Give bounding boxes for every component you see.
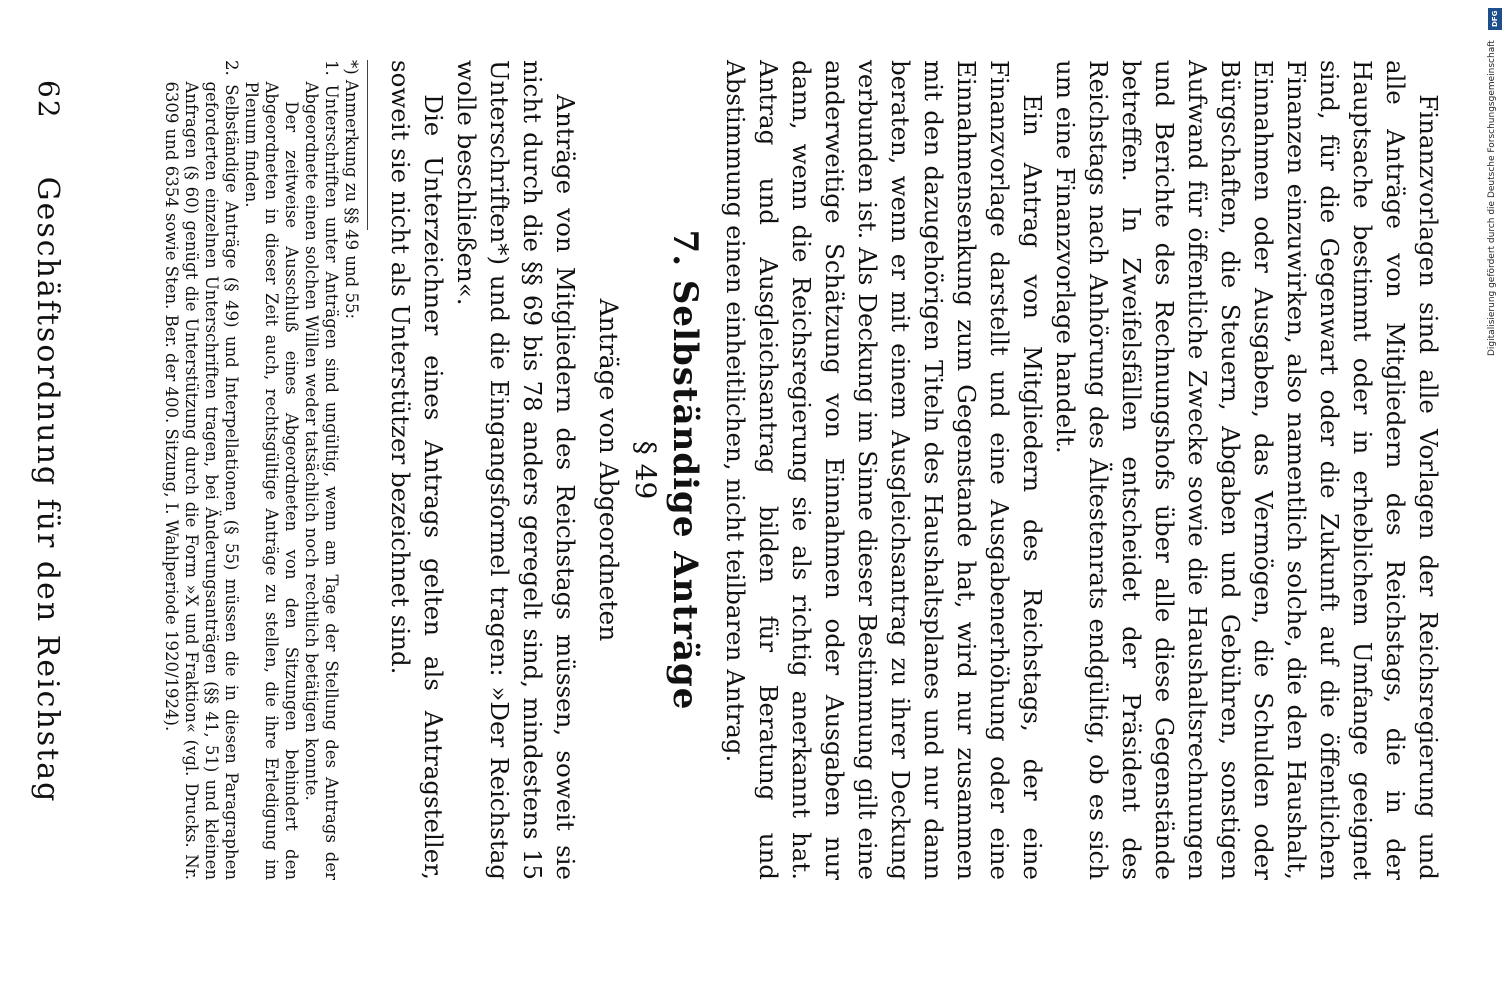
body-text [161,60,1445,880]
paragraph-unterzeichner: Die Unterzeichner eines Antrags gelten als Antragsteller, soweit sie nicht als Unterstützer bezeichnet sind. [386,60,448,880]
paragraph-antrag-deckung: Ein Antrag von Mitgliedern des Reichstags, der eine Finanzvorlage darstellt und eine Ausgabenerhöhung oder eine Einnahmensenkung zum Gegenstande hat, wird nur zusammen mit den dazugehörigen Titeln des Haushaltsplanes und nur dann beraten, wenn er mit einem Ausgleichsantrag zu ihrer Deckung verbunden ist. Als Deckung im Sinne dieser Bestimmung gilt eine anderweitige Schätzung von Einnahmen oder Ausgaben nur dann, wenn die Reichsregierung sie als richtig anerkannt hat. Antrag und Ausgleichsantrag bilden für Beratung und Abstimmung einen einheitlichen, nicht teilbaren Antrag. [721,60,1047,880]
running-head-title: Geschäftsordnung für den Reichstag [30,176,65,804]
digitization-note: Digitalisierung gefördert durch die Deutsche Forschungsgemeinschaft [1487,40,1497,356]
dfg-logo: DFG [1488,8,1502,30]
footnote-item-2: 2. Selbständige Anträge (§ 49) und Interpellationen (§ 55) müssen die in diesen Paragraphen geforderten einzelnen Unterschriften tragen, bei Änderungsanträgen (§§ 41, 51) und kleinen Anfragen (§ 60) genügt die Unterstützung durch die Form »X und Fraktion« (vgl. Drucks. Nr. 6309 und 6354 sowie Sten. Ber. der 400. Sitzung, I. Wahlperiode 1920/1924). [162,60,241,880]
page-number: 62 [32,80,65,120]
footnote-intro: *) Anmerkung zu §§ 49 und 55: [342,60,361,319]
running-head [25,80,65,900]
footnote-item-1-continued: Der zeitweise Ausschluß eines Abgeordneten von den Sitzungen behindert den Abgeordneten in dieser Zeit auch, rechtsgültige Anträge zu stellen, die ihre Erledigung im Plenum finden. [242,81,301,880]
paragraph-finanzvorlagen: Finanzvorlagen sind alle Vorlagen der Reichsregierung und alle Anträge von Mitgliedern des Reichstags, die in der Hauptsache bestimmt oder in erheblichem Umfange geeignet sind, für die Gegenwart oder die Zukunft auf die öffentlichen Finanzen einzuwirken, also namentlich solche, die den Haushalt, Einnahmen oder Ausgaben, das Vermögen, die Schulden oder Bürgschaften, die Steuern, Abgaben und Gebühren, sonstigen Aufwand für öffentliche Zwecke sowie die Haushaltsrechnungen und Berichte des Rechnungshofs über alle diese Gegenstände betreffen. In Zweifelsfällen entscheidet der Präsident des Reichstags nach Anhörung des Ältestenrats endgültig, ob es sich um eine Finanzvorlage handelt. [1051,60,1443,880]
section-number: § 49 [629,440,662,500]
footnote-item-1: 1. Unterschriften unter Anträgen sind ungültig, wenn am Tage der Stellung des Antrags der Abgeordnete einen solchen Willen weder tatsächlich noch rechtlich betätigen konnte. [302,60,341,880]
paragraph-antraege-abgeordnete: Anträge von Mitgliedern des Reichstags müssen, soweit sie nicht durch die §§ 69 bis 78 anders geregelt sind, mindestens 15 Unterschriften*) und die Eingangsformel tragen: »Der Reichstag wolle beschließen«. [452,60,580,880]
section-subheading: Anträge von Abgeordneten [594,298,623,642]
section-heading: 7. Selbständige Anträge [665,229,705,711]
footnote-rule [367,60,368,230]
footnotes [161,60,361,880]
